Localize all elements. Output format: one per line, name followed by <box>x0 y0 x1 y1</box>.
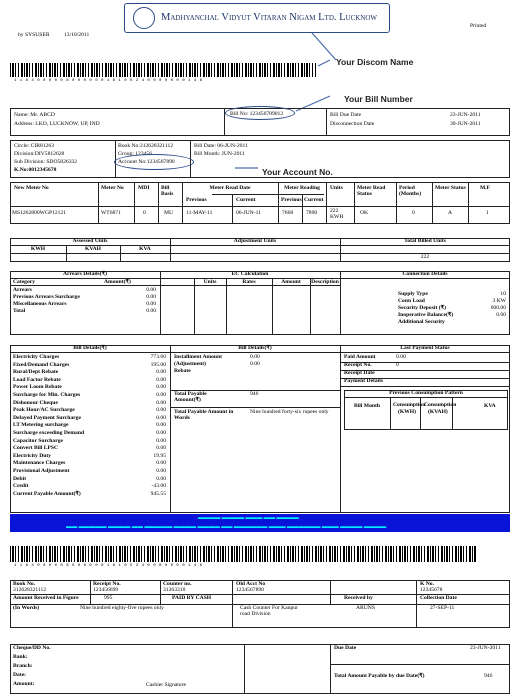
bill-row-value: 0.00 <box>156 369 166 376</box>
division: Division:DIV5812628 <box>14 151 65 157</box>
bill-row-value: 0.00 <box>156 445 166 452</box>
bill-row-label: Capacitor Surcharge <box>13 437 63 444</box>
total-billed-units-header: Total Billed Units <box>404 238 446 244</box>
account-number: Account No:1234567890 <box>118 159 175 165</box>
hdr-curr-date: Current <box>236 197 256 203</box>
bill-row-value: -43.00 <box>151 483 166 490</box>
mf: 1 <box>486 210 489 216</box>
assessed-units-header: Assessed Units <box>72 238 108 244</box>
bill-details-title: Bill Details(₹) <box>73 345 107 351</box>
bank-label: Bank: <box>13 654 28 660</box>
connection-row-label: Additional Security <box>398 319 445 325</box>
cashier-signature: Cashier Signature <box>146 682 186 688</box>
connection-row-value: 0.00 <box>496 312 506 318</box>
consumption-label-2: Consumption <box>424 402 457 408</box>
footer-book-no: 312628321112 <box>13 587 47 593</box>
arrears-row-label: Miscellaneous Arrears <box>13 301 67 307</box>
date-label: Date: <box>13 672 27 678</box>
arrears-row-value: 0.00 <box>146 301 156 307</box>
customer-name: Name: Mr. ABCD <box>14 112 55 118</box>
ec-rates-header: Rates <box>242 279 256 285</box>
bill-row-label: Dishonour Cheque <box>13 399 58 406</box>
total-billed-units: 222 <box>420 254 430 260</box>
hdr-period: Period (Months) <box>399 185 422 197</box>
connection-row-value: 3 KW <box>492 298 506 304</box>
curr-reading: 7890 <box>306 210 318 216</box>
total-payable-words-label: Total Payable Amount in Words <box>174 409 234 421</box>
footer-receipt-no: 123456699 <box>93 587 119 593</box>
bill-due-date-label: Bill Due Date <box>330 112 362 118</box>
account-number-callout: Your Account No. <box>262 167 333 177</box>
bill-row-label: Credit <box>13 483 29 490</box>
adjustment-amount: 0.00 <box>250 361 260 367</box>
hdr-prev-reading: Previous <box>281 197 302 203</box>
cheque-no-label: Cheque/DD No. <box>13 645 51 651</box>
bill-row-value: 0.00 <box>156 407 166 414</box>
ec-calc-title: EC Calculation <box>231 271 269 277</box>
bill-row-label: Rural/Dept Rebate <box>13 369 59 376</box>
bill-row-value: 0.00 <box>156 460 166 467</box>
footer-barcode-number: 1 1 6 4 0 0 0 0 0 8 0 0 0 0 0 0 1 8 1 0 5 2 4 0 0 0 0 0 0 0 1 4 6 <box>14 564 203 568</box>
footer-barcode <box>10 546 476 562</box>
last-payment-row-label: Receipt No. <box>344 362 372 368</box>
bill-row-label: Surcharge for Min. Charges <box>13 392 81 398</box>
footer-old-acct: 1234567890 <box>236 587 264 593</box>
consumption-kva: KVA <box>484 403 496 409</box>
consumption-bill-month: Bill Month <box>354 403 380 409</box>
meter-status: A <box>448 210 453 216</box>
bill-row-value: 945.55 <box>150 490 166 497</box>
installment-amount-label: Installment Amount <box>174 354 223 360</box>
arrears-row-value: 0.00 <box>146 287 156 293</box>
customer-box-2 <box>10 140 510 178</box>
bill-row-label: Current Payable Amount(₹) <box>13 490 81 497</box>
received-by: ARUNS <box>356 605 375 611</box>
bill-row-label: Fixed/Demand Charges <box>13 361 70 368</box>
last-payment-title: Last Payment Status <box>400 345 450 351</box>
connection-row-label: Supply Type <box>398 291 428 297</box>
branch-label: Branch: <box>13 663 33 669</box>
assessed-kvah: KVAH <box>84 246 102 252</box>
bill-row-value: 0.00 <box>156 376 166 383</box>
bill-row-value: 0.00 <box>156 468 166 474</box>
hdr-mdi: MDI <box>138 185 150 191</box>
consumption-label-1: Consumption <box>393 402 426 408</box>
total-payable: 946 <box>250 391 259 397</box>
arrears-row-label: Previous Arrears Surcharge <box>13 294 80 300</box>
discom-name-callout: Your Discom Name <box>336 57 414 67</box>
collection-date-label: Collection Date <box>420 595 457 601</box>
bill-row-label: Delayed Payment Surcharge <box>13 414 81 421</box>
total-payable-words: Nine hundred forty-six rupees only <box>250 409 329 415</box>
bill-row-value: 0.00 <box>156 414 166 421</box>
ec-description-header: Description <box>311 279 339 285</box>
sub-division: Sub Division: SDO5826332 <box>14 159 78 165</box>
arrears-row-value: 0.00 <box>146 308 156 314</box>
arrears-category-header: Category <box>13 279 36 285</box>
bill-row-value: 0.00 <box>156 430 166 436</box>
hdr-units: Units <box>330 185 343 191</box>
amount-received: 995 <box>104 595 113 601</box>
cheque-table <box>10 644 510 694</box>
ec-amount-header: Amount <box>281 279 301 285</box>
bill-row-label: Peak Hour/AC Surcharge <box>13 407 75 414</box>
received-by-label: Received by <box>344 595 373 601</box>
meter-no: WT6871 <box>101 210 121 216</box>
rebate-label: Rebate <box>174 368 191 374</box>
read-status: OK <box>360 210 369 216</box>
amount-received-label: Amount Received in Figure <box>13 595 79 601</box>
arrears-row-value: 0.00 <box>146 294 156 300</box>
bill-row-value: 0.00 <box>156 384 166 391</box>
footer-k-no-label: K No. <box>420 581 434 587</box>
arrears-amount-header: Amount(₹) <box>104 279 131 285</box>
amount-in-words: Nine hundred eighty-five rupees only <box>80 605 164 611</box>
bill-row-value: 773.60 <box>150 354 166 360</box>
arrears-title: Arrears Details(₹) <box>63 271 107 277</box>
consumption-title: Previous Consumption Pattern <box>389 390 463 396</box>
bill-row-label: Convert Bill LPSC <box>13 445 59 452</box>
account-number-highlight <box>114 151 194 170</box>
hdr-curr-reading: Current <box>304 197 324 203</box>
connection-row-label: Conn Load <box>398 298 425 304</box>
ec-units-header: Units <box>203 279 217 285</box>
last-payment-row-label: Payment Details <box>344 378 383 384</box>
bill-due-date: 23-JUN-2011 <box>450 112 481 118</box>
hdr-bill-basis: Bill Basis <box>161 185 174 197</box>
footer-due-date: 23-JUN-2011 <box>470 645 501 651</box>
connection-row-label: Security Deposit (₹) <box>398 305 446 311</box>
bill-row-value: 0.00 <box>156 437 166 444</box>
bill-number-callout: Your Bill Number <box>344 94 413 104</box>
bill-row-label: Provisional Adjustment <box>13 468 70 474</box>
customer-address: Address: LKO, LUCKNOW, UP, IND <box>14 121 100 127</box>
bill-row-label: Debit <box>13 475 27 482</box>
in-words-label: (In Words) <box>13 605 40 611</box>
printed-label: Printed <box>470 23 487 29</box>
hdr-new-meter-no: New Meter No <box>14 185 49 191</box>
mdi: 0 <box>143 210 146 216</box>
footer-counter-no: 31263310 <box>163 587 186 593</box>
bill-row-value: 0.00 <box>156 399 166 406</box>
footer-old-acct-label: Old Acct No <box>236 581 266 587</box>
hdr-meter-read-status: Meter Read Status <box>357 185 386 197</box>
last-payment-row-label: Receipt Date <box>344 370 375 376</box>
period-months: 0 <box>412 210 415 216</box>
arrears-row-label: Total <box>13 308 26 314</box>
hdr-meter-read-date: Meter Read Date <box>209 185 251 191</box>
bill-row-value: 0.00 <box>156 392 166 398</box>
total-payable-due-label: Total Amount Payable by due Date(₹) <box>334 673 425 679</box>
amount-label: Amount: <box>13 681 35 687</box>
bill-row-label: Power Loom Rebate <box>13 384 62 391</box>
bill-row-label: LT Metering surcharge <box>13 422 69 429</box>
prev-read-date: 11-MAY-11 <box>186 210 213 216</box>
disconnection-date-label: Disconnection Date <box>330 121 375 127</box>
disconnection-date: 30-JUN-2011 <box>450 121 481 127</box>
print-date: 13/10/2011 <box>64 32 90 38</box>
top-barcode-number: 1 1 6 4 0 0 0 0 0 8 0 0 0 0 0 0 1 8 1 0 5 2 4 0 0 0 0 0 0 0 1 4 6 <box>14 79 203 83</box>
consumption-kvah: (KVAH) <box>428 409 448 415</box>
curr-read-date: 06-JUN-11 <box>236 210 261 216</box>
last-payment-row-value: 0 <box>396 362 399 368</box>
bill-row-label: Electricity Duty <box>13 452 52 459</box>
hdr-meter-status: Meter Status <box>435 185 466 191</box>
group: Group: 123456 <box>118 151 153 157</box>
adjustment-units-header: Adjustment Units <box>233 238 277 244</box>
consumption-kwh: (KWH) <box>398 409 417 415</box>
footer-counter-no-label: Counter no. <box>163 581 192 587</box>
adjustment-label: (Adjustment) <box>174 361 207 367</box>
circle: Circle: CIR81263 <box>14 143 54 149</box>
bill-basis: MU <box>164 210 174 216</box>
paid-by-cash: PAID BY CASH <box>172 595 212 601</box>
bill-row-value: 195.00 <box>150 361 166 368</box>
footer-book-no-label: Book No. <box>13 581 36 587</box>
collection-date: 27-SEP-11 <box>430 605 455 611</box>
new-meter-no: MS1262800WGP12121 <box>12 210 67 216</box>
assessed-kva: KVA <box>139 246 151 252</box>
footer-k-no: 12345678 <box>420 587 443 593</box>
total-payable-label: Total Payable Amount(₹) <box>174 391 207 403</box>
hdr-mf: M.F <box>480 185 491 191</box>
assessed-kwh: KWH <box>30 246 46 252</box>
arrears-row-label: Arrears <box>13 287 32 293</box>
bill-row-label: Maintenance Charges <box>13 460 66 467</box>
installment-amount: 0.00 <box>250 354 260 360</box>
printed-by: by SYSUSER <box>18 32 50 38</box>
prev-reading: 7668 <box>282 210 294 216</box>
hdr-meter-reading: Meter Reading <box>284 185 320 191</box>
bill-row-value: 0.00 <box>156 475 166 482</box>
hdr-meter-no: Meter No <box>101 185 124 191</box>
connection-title: Connection Details <box>402 271 448 277</box>
footer-receipt-no-label: Receipt No. <box>93 581 121 587</box>
bill-row-value: 19.95 <box>153 452 166 459</box>
connection-row-label: Inoperative Balance(₹) <box>398 312 454 318</box>
bill-row-label: Electricity Charges <box>13 354 60 360</box>
bill-row-label: Load Factor Rebate <box>13 376 61 383</box>
last-payment-row-label: Paid Amount <box>344 354 376 360</box>
connection-row-value: 10 <box>500 291 506 297</box>
total-payable-due: 946 <box>484 673 493 679</box>
bill-details2-title: Bill Details(₹) <box>238 345 272 351</box>
cash-counter: Cash Counter For Kanpur road Division <box>240 605 298 617</box>
bill-row-value: 0.00 <box>156 422 166 429</box>
footer-due-date-label: Due Date <box>334 645 357 651</box>
book-number: Book No:312628321112 <box>118 143 174 149</box>
bill-number-highlight <box>225 106 295 120</box>
last-payment-row-value: 0.00 <box>396 354 406 360</box>
units-billed: 222 KWH <box>330 208 344 220</box>
company-name: Madhyanchal Vidyut Vitaran Nigam Ltd. Lucknow <box>161 12 378 23</box>
hdr-prev-date: Previous <box>186 197 207 203</box>
bill-date: Bill Date: 06-JUN-2011 <box>194 143 248 149</box>
connection-row-value: 600.00 <box>490 305 506 311</box>
k-number: K.No:0012345678 <box>14 167 57 173</box>
bill-month: Bill Month: JUN-2011 <box>194 151 245 157</box>
bill-row-label: Surcharge exceeding Demand <box>13 430 85 436</box>
bill-number: Bill No: 123456789012 <box>230 111 284 117</box>
